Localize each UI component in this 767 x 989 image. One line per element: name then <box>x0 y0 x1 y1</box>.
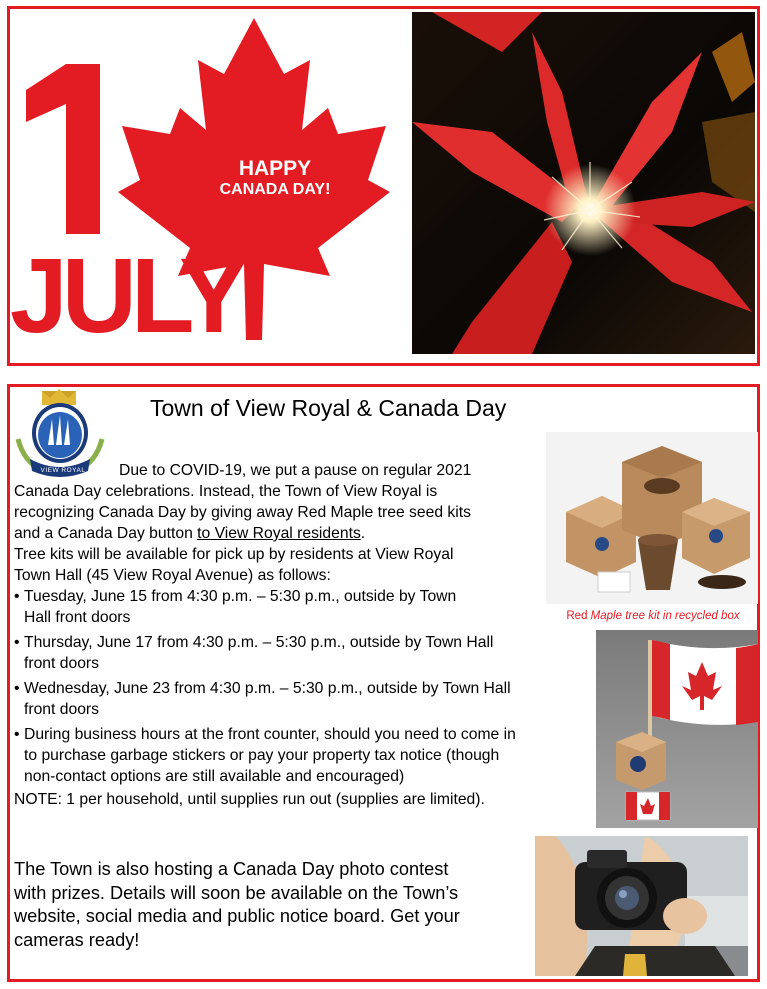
intro-line-4 <box>14 524 365 545</box>
list-item-cont: front doors <box>24 701 99 718</box>
caption-italic: Maple tree kit in recycled box <box>590 610 740 622</box>
intro-line-2: Canada Day celebrations. Instead, the Town of View Royal is <box>14 483 438 500</box>
intro-period: . <box>360 525 366 542</box>
intro-line-3: recognizing Canada Day by giving away Red Maple tree seed kits <box>14 504 471 521</box>
intro-text: and a Canada Day button <box>14 525 198 542</box>
canada-day-line: CANADA DAY! <box>219 181 331 198</box>
month-text: JULY <box>10 237 243 355</box>
list-item-text: Wednesday, June 23 from 4:30 p.m. – 5:30 p.m., outside by Town Hall <box>24 680 511 697</box>
bullet-icon: • <box>14 588 20 605</box>
list-item-cont: to purchase garbage stickers or pay your property tax notice (though <box>24 747 500 764</box>
note-text: NOTE: 1 per household, until supplies run out (supplies are limited). <box>14 791 485 808</box>
list-item-text: Thursday, June 17 from 4:30 p.m. – 5:30 p.m., outside by Town Hall <box>24 634 494 651</box>
list-item-text: Tuesday, June 15 from 4:30 p.m. – 5:30 p.m., outside by Town <box>24 588 457 605</box>
bullet-icon: • <box>14 726 20 743</box>
tree-kit-photo <box>546 432 758 604</box>
list-item-text: During business hours at the front counter, should you need to come in <box>24 726 516 743</box>
list-item-cont: non-contact options are still available and encouraged) <box>24 768 405 785</box>
view-royal-crest-logo <box>14 389 106 479</box>
red-maple-leaf-photo <box>412 12 755 354</box>
residents-link[interactable]: to View Royal residents <box>197 525 361 542</box>
list-item-cont: Hall front doors <box>24 609 131 626</box>
tree-kit-caption <box>548 610 758 622</box>
camera-photographer-photo <box>535 836 748 976</box>
contest-line: with prizes. Details will soon be available on the Town’s <box>14 882 459 903</box>
contest-line: cameras ready! <box>14 929 140 950</box>
contest-line: The Town is also hosting a Canada Day photo contest <box>14 859 449 879</box>
caption-prefix: Red <box>566 610 591 622</box>
bullet-icon: • <box>14 680 20 697</box>
photo-contest-paragraph <box>14 858 460 952</box>
happy-line: HAPPY <box>238 157 312 180</box>
page-title: Town of View Royal & Canada Day <box>150 395 507 421</box>
intro-line-6: Town Hall (45 View Royal Avenue) as follows: <box>14 567 331 584</box>
intro-line-5: Tree kits will be available for pick up by residents at View Royal <box>14 546 454 563</box>
canada-flag-photo <box>596 630 758 828</box>
intro-line-1: Due to COVID-19, we put a pause on regular 2021 <box>119 462 472 479</box>
list-item-cont: front doors <box>24 655 99 672</box>
happy-canada-day-text <box>170 158 380 200</box>
bullet-icon: • <box>14 634 20 651</box>
crest-text: VIEW ROYAL <box>40 467 86 474</box>
contest-line: website, social media and public notice board. Get your <box>14 906 460 926</box>
